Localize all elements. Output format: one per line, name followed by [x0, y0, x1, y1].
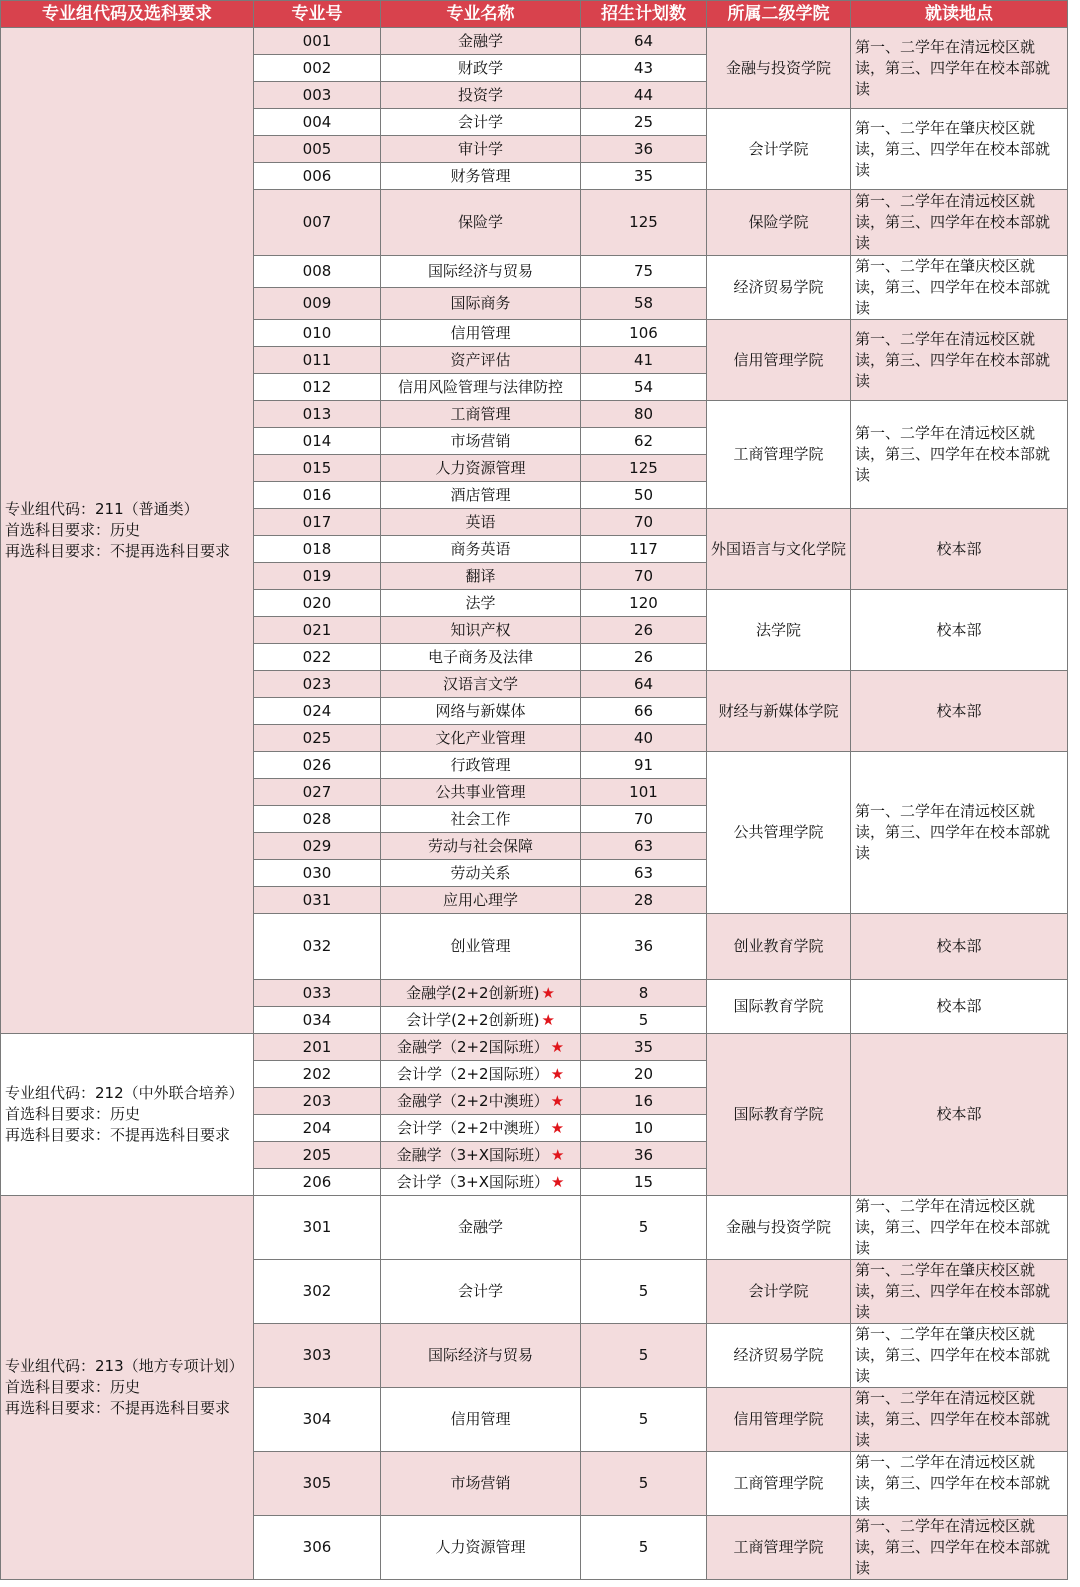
major-name-cell [381, 563, 581, 590]
plan-count-cell: 8 [581, 980, 707, 1007]
major-name-cell [381, 1516, 581, 1580]
major-code-cell: 005 [254, 136, 381, 163]
star-icon: ★ [550, 1118, 565, 1137]
major-name-cell [381, 1196, 581, 1260]
major-name-text: 劳动关系 [450, 863, 511, 882]
location-cell: 第一、二学年在清远校区就读，第三、四学年在校本部就读 [851, 1516, 1068, 1580]
major-name-cell [381, 1061, 581, 1088]
major-name-cell [381, 590, 581, 617]
group-requirement-line: 专业组代码：211（普通类） [5, 500, 199, 518]
major-name-cell [381, 1115, 581, 1142]
plan-count-cell: 5 [581, 1007, 707, 1034]
plan-count-cell: 16 [581, 1088, 707, 1115]
major-name-cell [381, 509, 581, 536]
location-cell: 第一、二学年在清远校区就读，第三、四学年在校本部就读 [851, 1196, 1068, 1260]
plan-count-cell: 63 [581, 860, 707, 887]
major-code-cell: 201 [254, 1034, 381, 1061]
major-name-cell [381, 1388, 581, 1452]
major-name-cell [381, 833, 581, 860]
location-cell: 校本部 [851, 1034, 1068, 1196]
plan-count-cell: 91 [581, 752, 707, 779]
plan-count-cell: 10 [581, 1115, 707, 1142]
plan-count-cell: 20 [581, 1061, 707, 1088]
major-code-cell: 028 [254, 806, 381, 833]
major-name-text: 行政管理 [450, 755, 511, 774]
major-name-cell [381, 428, 581, 455]
major-name-text: 工商管理 [450, 404, 511, 423]
plan-count-cell: 25 [581, 109, 707, 136]
major-name-text: 保险学 [457, 213, 503, 231]
college-cell: 金融与投资学院 [707, 1196, 851, 1260]
plan-count-cell: 70 [581, 509, 707, 536]
location-cell: 校本部 [851, 980, 1068, 1034]
major-name-cell [381, 320, 581, 347]
group-requirement-line: 首选科目要求：历史 [5, 1378, 141, 1396]
plan-count-cell: 26 [581, 644, 707, 671]
major-name-cell [381, 887, 581, 914]
college-cell: 信用管理学院 [707, 1388, 851, 1452]
college-cell: 国际教育学院 [707, 980, 851, 1034]
major-name-cell [381, 752, 581, 779]
header-college: 所属二级学院 [707, 1, 851, 28]
major-name-cell [381, 914, 581, 980]
header-plan-count: 招生计划数 [581, 1, 707, 28]
major-name-text: 知识产权 [450, 620, 511, 639]
major-name-cell [381, 136, 581, 163]
location-cell: 第一、二学年在清远校区就读，第三、四学年在校本部就读 [851, 28, 1068, 109]
college-cell: 外国语言与文化学院 [707, 509, 851, 590]
major-name-cell [381, 644, 581, 671]
major-code-cell: 014 [254, 428, 381, 455]
major-name-text: 财政学 [457, 58, 503, 77]
location-cell: 第一、二学年在清远校区就读，第三、四学年在校本部就读 [851, 401, 1068, 509]
plan-count-cell: 5 [581, 1324, 707, 1388]
major-name-text: 公共事业管理 [435, 782, 526, 801]
location-cell: 第一、二学年在肇庆校区就读，第三、四学年在校本部就读 [851, 1260, 1068, 1324]
college-cell: 财经与新媒体学院 [707, 671, 851, 752]
major-name-cell [381, 401, 581, 428]
plan-count-cell: 58 [581, 288, 707, 320]
major-code-cell: 019 [254, 563, 381, 590]
major-code-cell: 013 [254, 401, 381, 428]
college-cell: 国际教育学院 [707, 1034, 851, 1196]
group-requirement-line: 首选科目要求：历史 [5, 521, 141, 539]
major-name-text: 国际商务 [450, 294, 511, 312]
major-name-text: 会计学（2+2中澳班） [396, 1118, 549, 1137]
major-name-cell [381, 779, 581, 806]
major-code-cell: 204 [254, 1115, 381, 1142]
major-name-text: 金融学（2+2中澳班） [396, 1091, 549, 1110]
major-name-text: 人力资源管理 [435, 1538, 526, 1556]
plan-count-cell: 28 [581, 887, 707, 914]
major-name-cell [381, 482, 581, 509]
plan-count-cell: 54 [581, 374, 707, 401]
group-requirement-line: 专业组代码：212（中外联合培养） [5, 1084, 244, 1102]
major-name-cell [381, 288, 581, 320]
header-group-requirement: 专业组代码及选科要求 [1, 1, 254, 28]
plan-count-cell: 35 [581, 1034, 707, 1061]
major-code-cell: 023 [254, 671, 381, 698]
major-code-cell: 034 [254, 1007, 381, 1034]
plan-count-cell: 15 [581, 1169, 707, 1196]
major-name-cell [381, 1169, 581, 1196]
college-cell: 经济贸易学院 [707, 256, 851, 320]
major-code-cell: 002 [254, 55, 381, 82]
major-code-cell: 303 [254, 1324, 381, 1388]
major-code-cell: 011 [254, 347, 381, 374]
major-name-text: 社会工作 [450, 809, 511, 828]
location-cell: 第一、二学年在清远校区就读，第三、四学年在校本部就读 [851, 1452, 1068, 1516]
major-name-cell [381, 1034, 581, 1061]
plan-count-cell: 50 [581, 482, 707, 509]
major-name-text: 审计学 [457, 139, 503, 158]
plan-count-cell: 41 [581, 347, 707, 374]
college-cell: 法学院 [707, 590, 851, 671]
major-name-text: 会计学(2+2创新班) [406, 1010, 540, 1029]
major-name-text: 商务英语 [450, 539, 511, 558]
table-row [1, 28, 1068, 55]
plan-count-cell: 35 [581, 163, 707, 190]
plan-count-cell: 75 [581, 256, 707, 288]
major-code-cell: 012 [254, 374, 381, 401]
major-code-cell: 029 [254, 833, 381, 860]
location-cell: 第一、二学年在清远校区就读，第三、四学年在校本部就读 [851, 320, 1068, 401]
major-name-text: 国际经济与贸易 [427, 262, 533, 280]
major-code-cell: 016 [254, 482, 381, 509]
header-major-name: 专业名称 [381, 1, 581, 28]
major-name-cell [381, 536, 581, 563]
major-name-text: 投资学 [457, 85, 503, 104]
location-cell: 校本部 [851, 509, 1068, 590]
college-cell: 会计学院 [707, 1260, 851, 1324]
major-code-cell: 202 [254, 1061, 381, 1088]
major-code-cell: 007 [254, 190, 381, 256]
group-requirement-line: 再选科目要求：不提再选科目要求 [5, 542, 231, 560]
major-name-cell [381, 455, 581, 482]
college-cell: 金融与投资学院 [707, 28, 851, 109]
star-icon: ★ [550, 1172, 565, 1191]
major-code-cell: 009 [254, 288, 381, 320]
major-name-cell [381, 617, 581, 644]
major-name-cell [381, 163, 581, 190]
major-name-text: 会计学（3+X国际班） [396, 1172, 549, 1191]
plan-count-cell: 40 [581, 725, 707, 752]
major-name-cell [381, 671, 581, 698]
major-name-text: 信用管理 [450, 1410, 511, 1428]
group-requirement-cell [1, 1034, 254, 1196]
major-code-cell: 022 [254, 644, 381, 671]
major-name-text: 汉语言文学 [442, 674, 518, 693]
group-requirement-line: 再选科目要求：不提再选科目要求 [5, 1126, 231, 1144]
group-requirement-line: 首选科目要求：历史 [5, 1105, 141, 1123]
major-code-cell: 203 [254, 1088, 381, 1115]
plan-count-cell: 106 [581, 320, 707, 347]
major-code-cell: 205 [254, 1142, 381, 1169]
college-cell: 工商管理学院 [707, 1452, 851, 1516]
major-name-cell [381, 860, 581, 887]
major-name-cell [381, 1142, 581, 1169]
major-name-text: 资产评估 [450, 350, 511, 369]
major-name-cell [381, 1088, 581, 1115]
star-icon: ★ [550, 1064, 565, 1083]
major-code-cell: 032 [254, 914, 381, 980]
major-code-cell: 031 [254, 887, 381, 914]
college-cell: 保险学院 [707, 190, 851, 256]
location-cell: 校本部 [851, 671, 1068, 752]
major-code-cell: 030 [254, 860, 381, 887]
plan-count-cell: 101 [581, 779, 707, 806]
major-code-cell: 006 [254, 163, 381, 190]
major-name-text: 酒店管理 [450, 485, 511, 504]
major-code-cell: 027 [254, 779, 381, 806]
plan-count-cell: 64 [581, 28, 707, 55]
major-name-text: 市场营销 [450, 1474, 511, 1492]
major-code-cell: 001 [254, 28, 381, 55]
location-cell: 第一、二学年在肇庆校区就读，第三、四学年在校本部就读 [851, 256, 1068, 320]
plan-count-cell: 125 [581, 455, 707, 482]
major-name-text: 国际经济与贸易 [427, 1346, 533, 1364]
group-requirement-cell [1, 28, 254, 1034]
major-code-cell: 026 [254, 752, 381, 779]
major-code-cell: 015 [254, 455, 381, 482]
plan-count-cell: 117 [581, 536, 707, 563]
major-name-text: 信用风险管理与法律防控 [397, 377, 563, 396]
major-name-text: 会计学 [457, 1282, 503, 1300]
star-icon: ★ [550, 1091, 565, 1110]
college-cell: 公共管理学院 [707, 752, 851, 914]
major-name-text: 人力资源管理 [435, 458, 526, 477]
plan-count-cell: 63 [581, 833, 707, 860]
major-code-cell: 025 [254, 725, 381, 752]
major-name-text: 劳动与社会保障 [427, 836, 533, 855]
plan-count-cell: 5 [581, 1388, 707, 1452]
major-name-cell [381, 28, 581, 55]
college-cell: 创业教育学院 [707, 914, 851, 980]
plan-count-cell: 62 [581, 428, 707, 455]
location-cell: 第一、二学年在清远校区就读，第三、四学年在校本部就读 [851, 752, 1068, 914]
plan-count-cell: 36 [581, 136, 707, 163]
major-name-text: 金融学 [457, 31, 503, 50]
plan-count-cell: 5 [581, 1196, 707, 1260]
plan-count-cell: 120 [581, 590, 707, 617]
major-name-text: 电子商务及法律 [427, 647, 533, 666]
plan-count-cell: 5 [581, 1260, 707, 1324]
plan-count-cell: 43 [581, 55, 707, 82]
major-name-text: 市场营销 [450, 431, 511, 450]
plan-count-cell: 36 [581, 914, 707, 980]
college-cell: 工商管理学院 [707, 1516, 851, 1580]
table-row [1, 1034, 1068, 1061]
major-name-text: 应用心理学 [442, 890, 518, 909]
plan-count-cell: 64 [581, 671, 707, 698]
major-name-cell [381, 374, 581, 401]
major-name-cell [381, 725, 581, 752]
star-icon: ★ [550, 1037, 565, 1056]
major-name-text: 财务管理 [450, 166, 511, 185]
college-cell: 会计学院 [707, 109, 851, 190]
major-name-text: 金融学（2+2国际班） [396, 1037, 549, 1056]
major-code-cell: 021 [254, 617, 381, 644]
plan-count-cell: 70 [581, 806, 707, 833]
major-code-cell: 018 [254, 536, 381, 563]
major-code-cell: 024 [254, 698, 381, 725]
major-name-text: 网络与新媒体 [435, 701, 526, 720]
location-cell: 第一、二学年在肇庆校区就读，第三、四学年在校本部就读 [851, 1324, 1068, 1388]
major-code-cell: 206 [254, 1169, 381, 1196]
major-name-text: 英语 [465, 512, 496, 531]
header-location: 就读地点 [851, 1, 1068, 28]
major-code-cell: 010 [254, 320, 381, 347]
major-name-cell [381, 1324, 581, 1388]
star-icon: ★ [541, 983, 555, 1002]
major-code-cell: 301 [254, 1196, 381, 1260]
major-code-cell: 020 [254, 590, 381, 617]
major-name-cell [381, 256, 581, 288]
plan-count-cell: 44 [581, 82, 707, 109]
major-code-cell: 306 [254, 1516, 381, 1580]
major-name-cell [381, 1452, 581, 1516]
major-name-cell [381, 347, 581, 374]
group-requirement-line: 再选科目要求：不提再选科目要求 [5, 1399, 231, 1417]
major-name-cell [381, 806, 581, 833]
location-cell: 第一、二学年在肇庆校区就读，第三、四学年在校本部就读 [851, 109, 1068, 190]
major-name-text: 文化产业管理 [435, 728, 526, 747]
college-cell: 工商管理学院 [707, 401, 851, 509]
plan-count-cell: 125 [581, 190, 707, 256]
major-name-cell [381, 1260, 581, 1324]
major-code-cell: 004 [254, 109, 381, 136]
plan-count-cell: 36 [581, 1142, 707, 1169]
major-name-text: 翻译 [465, 566, 496, 585]
college-cell: 信用管理学院 [707, 320, 851, 401]
major-name-text: 会计学（2+2国际班） [396, 1064, 549, 1083]
major-name-cell [381, 109, 581, 136]
plan-count-cell: 66 [581, 698, 707, 725]
plan-count-cell: 70 [581, 563, 707, 590]
table-row [1, 1196, 1068, 1260]
major-name-text: 法学 [465, 593, 496, 612]
major-code-cell: 302 [254, 1260, 381, 1324]
major-name-text: 创业管理 [450, 937, 511, 955]
major-name-cell [381, 698, 581, 725]
location-cell: 校本部 [851, 914, 1068, 980]
star-icon: ★ [550, 1145, 565, 1164]
major-name-cell [381, 1007, 581, 1034]
plan-count-cell: 5 [581, 1516, 707, 1580]
major-name-text: 会计学 [457, 112, 503, 131]
group-requirement-cell [1, 1196, 254, 1580]
major-name-cell [381, 190, 581, 256]
major-code-cell: 304 [254, 1388, 381, 1452]
major-name-text: 金融学（3+X国际班） [396, 1145, 549, 1164]
major-name-cell [381, 980, 581, 1007]
header-major-code: 专业号 [254, 1, 381, 28]
major-code-cell: 305 [254, 1452, 381, 1516]
major-name-text: 金融学(2+2创新班) [406, 983, 540, 1002]
college-cell: 经济贸易学院 [707, 1324, 851, 1388]
major-code-cell: 017 [254, 509, 381, 536]
location-cell: 第一、二学年在清远校区就读，第三、四学年在校本部就读 [851, 1388, 1068, 1452]
major-name-cell [381, 82, 581, 109]
location-cell: 第一、二学年在清远校区就读，第三、四学年在校本部就读 [851, 190, 1068, 256]
header-row [1, 1, 1068, 28]
location-cell: 校本部 [851, 590, 1068, 671]
major-name-text: 信用管理 [450, 323, 511, 342]
major-code-cell: 008 [254, 256, 381, 288]
plan-count-cell: 26 [581, 617, 707, 644]
major-name-text: 金融学 [457, 1218, 503, 1236]
major-code-cell: 033 [254, 980, 381, 1007]
plan-count-cell: 5 [581, 1452, 707, 1516]
major-name-cell [381, 55, 581, 82]
plan-count-cell: 80 [581, 401, 707, 428]
group-requirement-line: 专业组代码：213（地方专项计划） [5, 1357, 244, 1375]
star-icon: ★ [541, 1010, 555, 1029]
major-code-cell: 003 [254, 82, 381, 109]
